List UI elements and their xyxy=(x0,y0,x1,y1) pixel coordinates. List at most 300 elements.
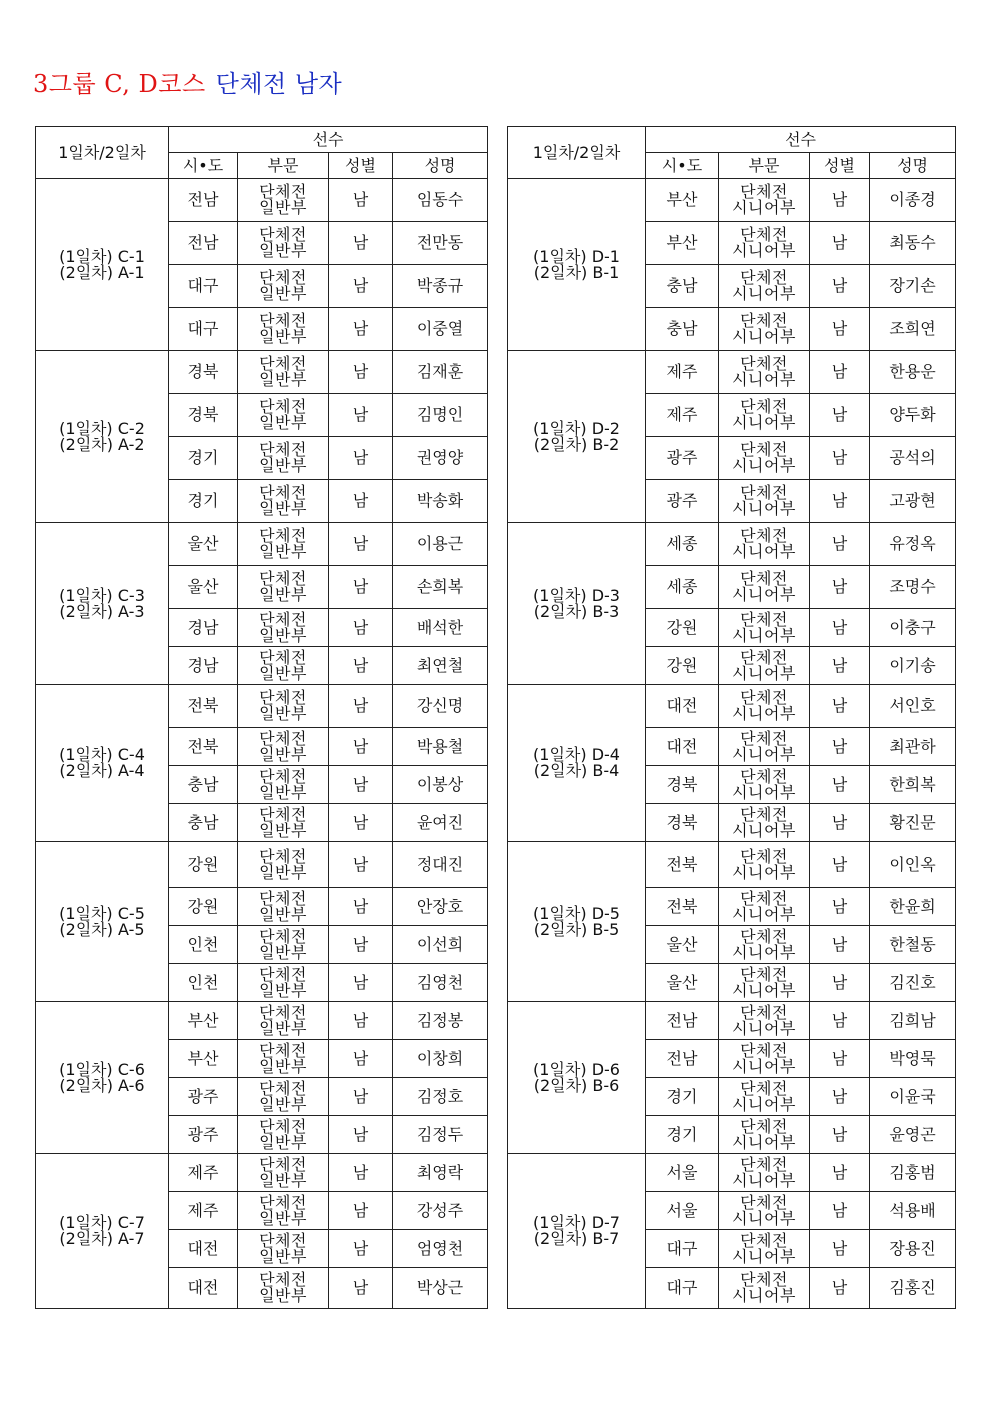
division-cell xyxy=(719,766,810,804)
name-cell: 이충구 xyxy=(870,609,956,647)
division-cell xyxy=(719,308,810,351)
name-cell: 최동수 xyxy=(870,222,956,265)
division-cell xyxy=(719,351,810,394)
region-cell: 전남 xyxy=(169,179,238,222)
name-cell: 서인호 xyxy=(870,685,956,728)
region-cell: 제주 xyxy=(646,351,719,394)
division-cell xyxy=(238,566,329,609)
division-cell xyxy=(719,804,810,842)
header-region: 시•도 xyxy=(169,153,238,179)
gender-cell: 남 xyxy=(810,766,870,804)
group-day-cell xyxy=(36,351,169,523)
name-cell: 박송화 xyxy=(393,480,488,523)
gender-cell: 남 xyxy=(329,964,393,1002)
division-line2: 일반부 xyxy=(259,284,307,303)
region-cell: 세종 xyxy=(646,523,719,566)
division-line2: 일반부 xyxy=(259,1132,307,1152)
table-row xyxy=(36,842,488,888)
division-line2: 일반부 xyxy=(259,1056,307,1076)
region-cell: 대전 xyxy=(169,1268,238,1309)
region-cell: 대전 xyxy=(646,685,719,728)
division-cell xyxy=(719,437,810,480)
gender-cell: 남 xyxy=(810,926,870,964)
name-cell: 김홍진 xyxy=(870,1268,956,1309)
region-cell: 전남 xyxy=(646,1002,719,1040)
name-cell: 김희남 xyxy=(870,1002,956,1040)
name-cell: 이중열 xyxy=(393,308,488,351)
division-line2: 일반부 xyxy=(259,704,307,723)
name-cell: 한희복 xyxy=(870,766,956,804)
division-cell xyxy=(719,1268,810,1309)
division-cell xyxy=(719,179,810,222)
division-line1: 단체전 xyxy=(740,526,788,545)
division-line2: 일반부 xyxy=(259,456,307,475)
division-line1: 단체전 xyxy=(740,926,788,946)
division-line2: 일반부 xyxy=(259,585,307,604)
division-line2: 시니어부 xyxy=(732,704,796,723)
gender-cell: 남 xyxy=(329,1040,393,1078)
division-cell xyxy=(719,1040,810,1078)
division-line2: 시니어부 xyxy=(732,370,796,389)
region-cell: 강원 xyxy=(646,609,719,647)
division-line2: 일반부 xyxy=(259,413,307,432)
division-cell xyxy=(238,1230,329,1268)
division-line2: 시니어부 xyxy=(732,625,796,645)
group-day-cell xyxy=(508,1002,646,1154)
division-line2: 시니어부 xyxy=(732,1246,796,1266)
division-line2: 일반부 xyxy=(259,904,307,924)
region-cell: 대전 xyxy=(169,1230,238,1268)
division-line2: 시니어부 xyxy=(732,284,796,303)
division-line1: 단체전 xyxy=(259,964,307,984)
division-cell xyxy=(719,609,810,647)
division-line1: 단체전 xyxy=(740,1040,788,1060)
gender-cell: 남 xyxy=(810,308,870,351)
day1-assignment: (1일차) C-1 xyxy=(59,246,145,266)
division-line1: 단체전 xyxy=(740,1270,788,1289)
header-day: 1일차/2일차 xyxy=(508,127,646,179)
division-line2: 시니어부 xyxy=(732,198,796,217)
gender-cell: 남 xyxy=(810,1078,870,1116)
division-line2: 시니어부 xyxy=(732,942,796,962)
table-row xyxy=(508,842,956,888)
region-cell: 경북 xyxy=(646,804,719,842)
division-cell xyxy=(238,394,329,437)
division-line2: 일반부 xyxy=(259,862,307,882)
day2-assignment: (2일차) A-7 xyxy=(59,1229,145,1248)
division-line2: 시니어부 xyxy=(732,413,796,432)
gender-cell: 남 xyxy=(810,842,870,888)
division-line1: 단체전 xyxy=(259,766,307,786)
division-cell xyxy=(719,926,810,964)
division-line2: 일반부 xyxy=(259,1246,307,1266)
division-line2: 시니어부 xyxy=(732,1286,796,1305)
day1-assignment: (1일차) D-6 xyxy=(533,1059,620,1079)
division-line1: 단체전 xyxy=(259,526,307,545)
division-line1: 단체전 xyxy=(740,440,788,459)
division-line2: 일반부 xyxy=(259,1094,307,1114)
gender-cell: 남 xyxy=(810,1192,870,1230)
title-event: 단체전 남자 xyxy=(215,70,343,98)
division-line1: 단체전 xyxy=(259,354,307,373)
division-line1: 단체전 xyxy=(259,1078,307,1098)
division-cell xyxy=(238,1078,329,1116)
division-line2: 일반부 xyxy=(259,542,307,561)
group-day-cell xyxy=(508,179,646,351)
region-cell: 울산 xyxy=(169,523,238,566)
division-cell xyxy=(238,609,329,647)
region-cell: 대구 xyxy=(646,1230,719,1268)
division-cell xyxy=(719,964,810,1002)
region-cell: 광주 xyxy=(646,480,719,523)
division-line2: 시니어부 xyxy=(732,1208,796,1228)
gender-cell: 남 xyxy=(329,609,393,647)
region-cell: 부산 xyxy=(646,222,719,265)
gender-cell: 남 xyxy=(329,308,393,351)
day2-assignment: (2일차) B-6 xyxy=(533,1075,620,1095)
division-line2: 일반부 xyxy=(259,980,307,1000)
division-line2: 시니어부 xyxy=(732,1056,796,1076)
gender-cell: 남 xyxy=(329,437,393,480)
name-cell: 이윤국 xyxy=(870,1078,956,1116)
day1-assignment: (1일차) D-4 xyxy=(533,745,620,764)
name-cell: 장용진 xyxy=(870,1230,956,1268)
header-name: 성명 xyxy=(870,153,956,179)
name-cell: 전만동 xyxy=(393,222,488,265)
table-row xyxy=(508,179,956,222)
gender-cell: 남 xyxy=(810,222,870,265)
gender-cell: 남 xyxy=(810,609,870,647)
name-cell: 황진문 xyxy=(870,804,956,842)
gender-cell: 남 xyxy=(329,728,393,766)
group-day-cell xyxy=(36,842,169,1002)
name-cell: 엄영천 xyxy=(393,1230,488,1268)
region-cell: 충남 xyxy=(646,308,719,351)
name-cell: 유정옥 xyxy=(870,523,956,566)
division-line1: 단체전 xyxy=(740,1192,788,1212)
division-line2: 시니어부 xyxy=(732,542,796,561)
name-cell: 김명인 xyxy=(393,394,488,437)
name-cell: 이창희 xyxy=(393,1040,488,1078)
region-cell: 충남 xyxy=(169,766,238,804)
division-cell xyxy=(719,1154,810,1192)
gender-cell: 남 xyxy=(810,394,870,437)
division-line1: 단체전 xyxy=(259,1154,307,1174)
gender-cell: 남 xyxy=(329,1002,393,1040)
gender-cell: 남 xyxy=(810,437,870,480)
day1-assignment: (1일차) C-2 xyxy=(59,418,145,438)
division-line2: 시니어부 xyxy=(732,862,796,882)
division-line1: 단체전 xyxy=(740,1078,788,1098)
header-name: 성명 xyxy=(393,153,488,179)
division-line1: 단체전 xyxy=(740,1154,788,1174)
gender-cell: 남 xyxy=(329,1230,393,1268)
gender-cell: 남 xyxy=(810,523,870,566)
region-cell: 충남 xyxy=(646,265,719,308)
gender-cell: 남 xyxy=(329,265,393,308)
name-cell: 한윤희 xyxy=(870,888,956,926)
division-cell xyxy=(719,647,810,685)
day2-assignment: (2일차) B-3 xyxy=(533,601,620,621)
region-cell: 부산 xyxy=(646,179,719,222)
gender-cell: 남 xyxy=(810,1116,870,1154)
name-cell: 정대진 xyxy=(393,842,488,888)
division-cell xyxy=(238,523,329,566)
division-cell xyxy=(719,1002,810,1040)
division-line2: 일반부 xyxy=(259,942,307,962)
division-line1: 단체전 xyxy=(259,688,307,707)
gender-cell: 남 xyxy=(329,766,393,804)
division-line1: 단체전 xyxy=(740,728,788,748)
division-line1: 단체전 xyxy=(740,397,788,416)
name-cell: 이봉상 xyxy=(393,766,488,804)
division-cell xyxy=(238,1116,329,1154)
division-line1: 단체전 xyxy=(740,964,788,984)
roster-body xyxy=(508,179,956,1309)
division-line2: 시니어부 xyxy=(732,585,796,604)
gender-cell: 남 xyxy=(329,351,393,394)
day2-assignment: (2일차) A-3 xyxy=(59,601,145,621)
region-cell: 부산 xyxy=(169,1002,238,1040)
division-line1: 단체전 xyxy=(740,1230,788,1250)
name-cell: 박상근 xyxy=(393,1268,488,1309)
division-line1: 단체전 xyxy=(740,1002,788,1022)
division-cell xyxy=(238,179,329,222)
gender-cell: 남 xyxy=(329,1268,393,1309)
name-cell: 조명수 xyxy=(870,566,956,609)
name-cell: 김영천 xyxy=(393,964,488,1002)
table-row xyxy=(508,685,956,728)
division-line1: 단체전 xyxy=(740,1116,788,1136)
division-line2: 시니어부 xyxy=(732,327,796,346)
division-line2: 시니어부 xyxy=(732,1094,796,1114)
region-cell: 경북 xyxy=(169,394,238,437)
division-cell xyxy=(238,222,329,265)
name-cell: 최관하 xyxy=(870,728,956,766)
gender-cell: 남 xyxy=(329,685,393,728)
division-cell xyxy=(238,308,329,351)
gender-cell: 남 xyxy=(329,566,393,609)
region-cell: 제주 xyxy=(169,1192,238,1230)
division-line1: 단체전 xyxy=(259,1040,307,1060)
name-cell: 양두화 xyxy=(870,394,956,437)
region-cell: 광주 xyxy=(169,1078,238,1116)
region-cell: 경북 xyxy=(646,766,719,804)
name-cell: 강신명 xyxy=(393,685,488,728)
day2-assignment: (2일차) A-2 xyxy=(59,434,145,454)
division-line1: 단체전 xyxy=(259,440,307,459)
gender-cell: 남 xyxy=(810,351,870,394)
table-row xyxy=(508,351,956,394)
gender-cell: 남 xyxy=(810,1154,870,1192)
division-line1: 단체전 xyxy=(740,354,788,373)
header-division: 부문 xyxy=(719,153,810,179)
name-cell: 임동수 xyxy=(393,179,488,222)
division-line1: 단체전 xyxy=(259,1230,307,1250)
division-cell xyxy=(238,842,329,888)
gender-cell: 남 xyxy=(810,1230,870,1268)
day2-assignment: (2일차) A-6 xyxy=(59,1075,145,1095)
division-line1: 단체전 xyxy=(259,647,307,667)
table-row xyxy=(36,179,488,222)
day2-assignment: (2일차) B-1 xyxy=(533,262,620,282)
region-cell: 울산 xyxy=(646,926,719,964)
gender-cell: 남 xyxy=(810,566,870,609)
gender-cell: 남 xyxy=(329,1154,393,1192)
division-cell xyxy=(719,566,810,609)
gender-cell: 남 xyxy=(329,179,393,222)
division-cell xyxy=(719,685,810,728)
division-line1: 단체전 xyxy=(259,483,307,502)
day1-assignment: (1일차) C-4 xyxy=(59,745,145,764)
division-line1: 단체전 xyxy=(740,766,788,786)
page-title xyxy=(33,64,342,99)
day1-assignment: (1일차) D-3 xyxy=(533,585,620,605)
division-cell xyxy=(719,1116,810,1154)
gender-cell: 남 xyxy=(810,1040,870,1078)
division-line2: 시니어부 xyxy=(732,499,796,518)
region-cell: 대전 xyxy=(646,728,719,766)
division-cell xyxy=(238,480,329,523)
name-cell: 윤영곤 xyxy=(870,1116,956,1154)
division-cell xyxy=(238,964,329,1002)
division-cell xyxy=(719,1192,810,1230)
table-row xyxy=(36,685,488,728)
name-cell: 석용배 xyxy=(870,1192,956,1230)
gender-cell: 남 xyxy=(810,480,870,523)
name-cell: 장기손 xyxy=(870,265,956,308)
name-cell: 김재훈 xyxy=(393,351,488,394)
division-cell xyxy=(719,222,810,265)
division-line2: 일반부 xyxy=(259,499,307,518)
division-cell xyxy=(238,437,329,480)
gender-cell: 남 xyxy=(329,647,393,685)
name-cell: 조희연 xyxy=(870,308,956,351)
gender-cell: 남 xyxy=(810,179,870,222)
division-line1: 단체전 xyxy=(740,888,788,908)
region-cell: 강원 xyxy=(646,647,719,685)
division-line1: 단체전 xyxy=(740,182,788,201)
table-row xyxy=(508,1154,956,1192)
group-day-cell xyxy=(508,523,646,685)
division-line1: 단체전 xyxy=(259,311,307,330)
division-line2: 일반부 xyxy=(259,1018,307,1038)
division-line1: 단체전 xyxy=(259,728,307,748)
gender-cell: 남 xyxy=(329,1192,393,1230)
name-cell: 김정봉 xyxy=(393,1002,488,1040)
division-cell xyxy=(719,480,810,523)
group-day-cell xyxy=(36,179,169,351)
name-cell: 손희복 xyxy=(393,566,488,609)
region-cell: 서울 xyxy=(646,1154,719,1192)
gender-cell: 남 xyxy=(810,728,870,766)
division-line2: 일반부 xyxy=(259,327,307,346)
table-row xyxy=(36,351,488,394)
division-line2: 시니어부 xyxy=(732,1170,796,1190)
division-line2: 일반부 xyxy=(259,241,307,260)
region-cell: 울산 xyxy=(169,566,238,609)
name-cell: 김진호 xyxy=(870,964,956,1002)
region-cell: 강원 xyxy=(169,842,238,888)
division-cell xyxy=(238,804,329,842)
region-cell: 경기 xyxy=(169,437,238,480)
region-cell: 인천 xyxy=(169,926,238,964)
group-day-cell xyxy=(508,1154,646,1309)
region-cell: 전북 xyxy=(169,728,238,766)
division-line2: 시니어부 xyxy=(732,1132,796,1152)
division-line1: 단체전 xyxy=(740,569,788,588)
region-cell: 대구 xyxy=(646,1268,719,1309)
day2-assignment: (2일차) B-2 xyxy=(533,434,620,454)
gender-cell: 남 xyxy=(329,1078,393,1116)
region-cell: 경기 xyxy=(646,1078,719,1116)
region-cell: 전남 xyxy=(169,222,238,265)
division-cell xyxy=(238,351,329,394)
region-cell: 경남 xyxy=(169,609,238,647)
day1-assignment: (1일차) C-3 xyxy=(59,585,145,605)
division-line1: 단체전 xyxy=(740,846,788,866)
region-cell: 전북 xyxy=(646,888,719,926)
region-cell: 강원 xyxy=(169,888,238,926)
name-cell: 박용철 xyxy=(393,728,488,766)
division-cell xyxy=(238,766,329,804)
division-line2: 일반부 xyxy=(259,663,307,683)
name-cell: 박영묵 xyxy=(870,1040,956,1078)
division-cell xyxy=(238,926,329,964)
division-cell xyxy=(238,265,329,308)
division-line1: 단체전 xyxy=(259,569,307,588)
gender-cell: 남 xyxy=(810,1002,870,1040)
header-day: 1일차/2일차 xyxy=(36,127,169,179)
division-cell xyxy=(238,1192,329,1230)
header-region: 시•도 xyxy=(646,153,719,179)
division-line2: 시니어부 xyxy=(732,904,796,924)
region-cell: 전남 xyxy=(646,1040,719,1078)
region-cell: 광주 xyxy=(646,437,719,480)
division-line2: 일반부 xyxy=(259,1286,307,1305)
region-cell: 광주 xyxy=(169,1116,238,1154)
division-cell xyxy=(238,1040,329,1078)
division-line1: 단체전 xyxy=(259,888,307,908)
division-line1: 단체전 xyxy=(740,609,788,629)
region-cell: 경북 xyxy=(169,351,238,394)
division-line1: 단체전 xyxy=(259,846,307,866)
group-day-cell xyxy=(36,685,169,842)
division-line2: 시니어부 xyxy=(732,744,796,764)
header-division: 부문 xyxy=(238,153,329,179)
division-cell xyxy=(238,888,329,926)
division-line1: 단체전 xyxy=(259,225,307,244)
gender-cell: 남 xyxy=(329,1116,393,1154)
day1-assignment: (1일차) C-6 xyxy=(59,1059,145,1079)
gender-cell: 남 xyxy=(329,926,393,964)
region-cell: 경남 xyxy=(169,647,238,685)
header-players: 선수 xyxy=(169,127,488,153)
division-cell xyxy=(719,842,810,888)
name-cell: 이용근 xyxy=(393,523,488,566)
region-cell: 대구 xyxy=(169,308,238,351)
division-line2: 일반부 xyxy=(259,1208,307,1228)
name-cell: 이종경 xyxy=(870,179,956,222)
division-line2: 일반부 xyxy=(259,198,307,217)
gender-cell: 남 xyxy=(329,523,393,566)
division-line2: 시니어부 xyxy=(732,782,796,802)
name-cell: 배석한 xyxy=(393,609,488,647)
day1-assignment: (1일차) D-5 xyxy=(533,903,620,923)
header-gender: 성별 xyxy=(329,153,393,179)
roster-table-right xyxy=(507,126,956,1309)
name-cell: 최영락 xyxy=(393,1154,488,1192)
